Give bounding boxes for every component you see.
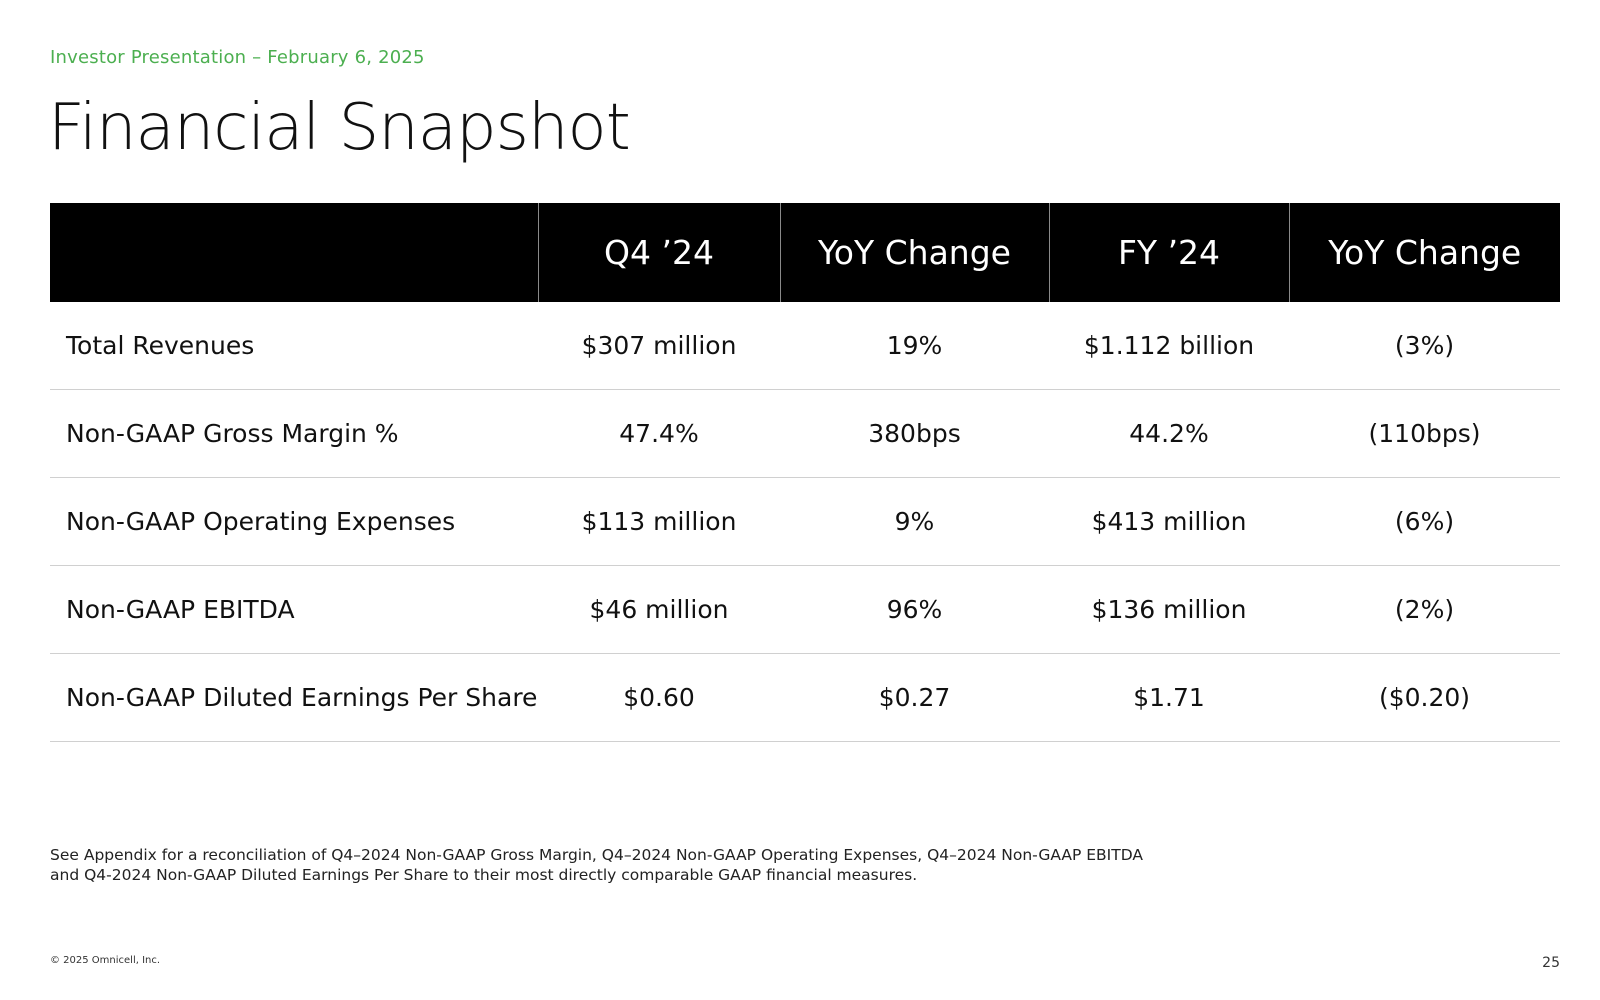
cell-q4: $0.60	[538, 654, 780, 742]
footnote-line-1: See Appendix for a reconciliation of Q4–2024 Non-GAAP Gross Margin, Q4–2024 Non-GAAP Operating Expenses, Q4–2024 Non-GAAP EBITDA	[50, 846, 1143, 864]
page-number: 25	[1542, 955, 1560, 971]
footnote	[50, 845, 1250, 885]
column-header-q4: Q4 ’24	[538, 203, 780, 302]
cell-q4-yoy: 380bps	[780, 390, 1049, 478]
cell-q4: $113 million	[538, 478, 780, 566]
cell-q4-yoy: 9%	[780, 478, 1049, 566]
table-row	[50, 390, 1560, 478]
copyright: © 2025 Omnicell, Inc.	[50, 955, 161, 966]
table-row	[50, 478, 1560, 566]
cell-fy-yoy: (6%)	[1289, 478, 1560, 566]
row-label: Non-GAAP Operating Expenses	[50, 478, 538, 566]
cell-q4: $307 million	[538, 302, 780, 390]
cell-q4-yoy: 19%	[780, 302, 1049, 390]
column-header-fy-yoy: YoY Change	[1289, 203, 1560, 302]
cell-q4-yoy: 96%	[780, 566, 1049, 654]
cell-fy: $1.71	[1049, 654, 1289, 742]
cell-fy: $1.112 billion	[1049, 302, 1289, 390]
column-header-q4-yoy: YoY Change	[780, 203, 1049, 302]
footnote-line-2: and Q4-2024 Non-GAAP Diluted Earnings Per Share to their most directly comparable GAAP financial measures.	[50, 866, 918, 884]
row-label: Non-GAAP EBITDA	[50, 566, 538, 654]
cell-fy-yoy: ($0.20)	[1289, 654, 1560, 742]
table-row	[50, 566, 1560, 654]
presentation-subtitle: Investor Presentation – February 6, 2025	[50, 47, 425, 68]
cell-fy-yoy: (3%)	[1289, 302, 1560, 390]
column-header-fy: FY ’24	[1049, 203, 1289, 302]
cell-q4: $46 million	[538, 566, 780, 654]
cell-fy-yoy: (2%)	[1289, 566, 1560, 654]
column-header-metric	[50, 203, 538, 302]
cell-q4: 47.4%	[538, 390, 780, 478]
cell-q4-yoy: $0.27	[780, 654, 1049, 742]
row-label: Non-GAAP Gross Margin %	[50, 390, 538, 478]
cell-fy: 44.2%	[1049, 390, 1289, 478]
financial-snapshot-table	[50, 203, 1560, 742]
page-title: Financial Snapshot	[48, 91, 630, 165]
row-label: Total Revenues	[50, 302, 538, 390]
cell-fy: $413 million	[1049, 478, 1289, 566]
table-row	[50, 302, 1560, 390]
row-label: Non-GAAP Diluted Earnings Per Share	[50, 654, 538, 742]
cell-fy-yoy: (110bps)	[1289, 390, 1560, 478]
cell-fy: $136 million	[1049, 566, 1289, 654]
table-header-row	[50, 203, 1560, 302]
table-row	[50, 654, 1560, 742]
